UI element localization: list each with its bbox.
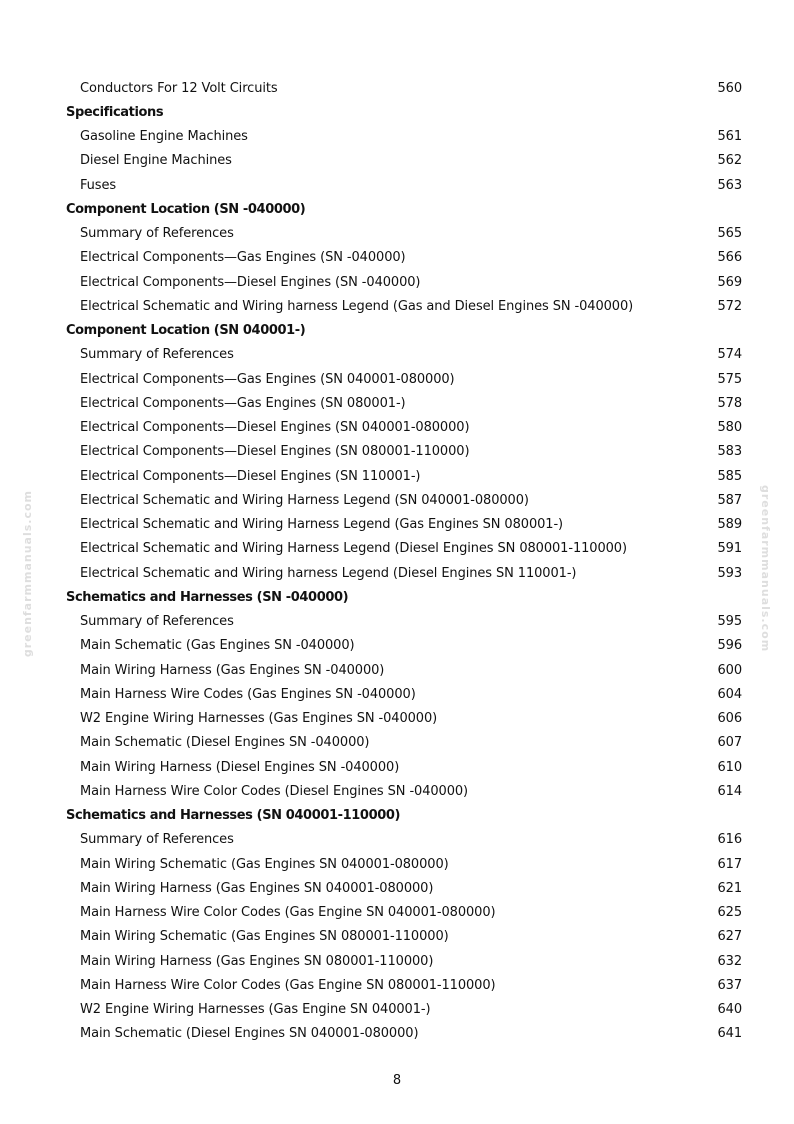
toc-page-number: 593: [717, 565, 742, 581]
toc-page-number: 572: [717, 298, 742, 314]
toc-heading-title: Component Location (SN -040000): [66, 201, 306, 217]
toc-section-heading: [66, 100, 742, 124]
toc-page-number: 627: [717, 929, 742, 945]
toc-entry[interactable]: [66, 658, 742, 682]
toc-entry-title: Electrical Schematic and Wiring harness Legend (Diesel Engines SN 110001-): [80, 565, 577, 581]
toc-page-number: 562: [717, 153, 742, 169]
toc-page-number: 566: [717, 250, 742, 266]
toc-entry[interactable]: [66, 610, 742, 634]
toc-page-number: 604: [717, 686, 742, 702]
toc-entry-title: Electrical Components—Gas Engines (SN 080001-): [80, 395, 406, 411]
toc-entry[interactable]: [66, 998, 742, 1022]
toc-entry[interactable]: [66, 949, 742, 973]
toc-entry[interactable]: [66, 925, 742, 949]
toc-entry[interactable]: [66, 149, 742, 173]
toc-section-heading: [66, 319, 742, 343]
toc-entry-title: Electrical Schematic and Wiring harness Legend (Gas and Diesel Engines SN -040000): [80, 298, 634, 314]
toc-page-number: 569: [717, 274, 742, 290]
toc-entry-title: W2 Engine Wiring Harnesses (Gas Engine SN 040001-): [80, 1002, 431, 1018]
toc-entry-title: Summary of References: [80, 347, 234, 363]
toc-entry-title: Summary of References: [80, 832, 234, 848]
toc-entry[interactable]: [66, 367, 742, 391]
toc-entry-title: Main Wiring Schematic (Gas Engines SN 040001-080000): [80, 856, 449, 872]
toc-entry-title: Summary of References: [80, 226, 234, 242]
toc-entry[interactable]: [66, 222, 742, 246]
toc-entry-title: Main Harness Wire Color Codes (Gas Engine SN 080001-110000): [80, 977, 496, 993]
toc-page-number: 578: [717, 395, 742, 411]
toc-page-number: 575: [717, 371, 742, 387]
toc-heading-title: Component Location (SN 040001-): [66, 323, 306, 339]
toc-entry-title: Summary of References: [80, 614, 234, 630]
toc-entry-title: W2 Engine Wiring Harnesses (Gas Engines SN -040000): [80, 711, 438, 727]
toc-entry[interactable]: [66, 416, 742, 440]
toc-entry-title: Electrical Components—Gas Engines (SN 040001-080000): [80, 371, 455, 387]
toc-page-number: 632: [717, 953, 742, 969]
toc-entry[interactable]: [66, 561, 742, 585]
toc-entry[interactable]: [66, 876, 742, 900]
toc-page-number: 641: [717, 1026, 742, 1042]
toc-entry[interactable]: [66, 513, 742, 537]
toc-entry[interactable]: [66, 246, 742, 270]
toc-entry-title: Main Wiring Harness (Gas Engines SN -040000): [80, 662, 385, 678]
page-number: 8: [392, 1073, 402, 1088]
toc-entry-title: Main Harness Wire Codes (Gas Engines SN -040000): [80, 686, 416, 702]
toc-heading-title: Specifications: [66, 104, 164, 120]
toc-page-number: 640: [717, 1002, 742, 1018]
table-of-contents: [66, 76, 742, 1046]
toc-entry-title: Diesel Engine Machines: [80, 153, 232, 169]
toc-entry[interactable]: [66, 901, 742, 925]
toc-entry-title: Main Wiring Schematic (Gas Engines SN 080001-110000): [80, 929, 449, 945]
toc-page-number: 591: [717, 541, 742, 557]
toc-page-number: 600: [717, 662, 742, 678]
toc-entry[interactable]: [66, 852, 742, 876]
toc-entry-title: Electrical Schematic and Wiring Harness Legend (SN 040001-080000): [80, 492, 529, 508]
toc-section-heading: [66, 585, 742, 609]
toc-entry-title: Main Harness Wire Color Codes (Gas Engine SN 040001-080000): [80, 905, 496, 921]
toc-entry[interactable]: [66, 755, 742, 779]
toc-page-number: 585: [717, 468, 742, 484]
toc-entry[interactable]: [66, 1022, 742, 1046]
toc-entry-title: Main Harness Wire Color Codes (Diesel Engines SN -040000): [80, 783, 469, 799]
toc-entry[interactable]: [66, 828, 742, 852]
toc-entry-title: Gasoline Engine Machines: [80, 129, 248, 145]
toc-entry[interactable]: [66, 76, 742, 100]
toc-entry[interactable]: [66, 731, 742, 755]
toc-page-number: 610: [717, 759, 742, 775]
toc-entry-title: Main Wiring Harness (Diesel Engines SN -040000): [80, 759, 400, 775]
toc-page-number: 607: [717, 735, 742, 751]
toc-page-number: 587: [717, 492, 742, 508]
toc-entry-title: Main Wiring Harness (Gas Engines SN 080001-110000): [80, 953, 434, 969]
toc-entry-title: Main Schematic (Diesel Engines SN -040000): [80, 735, 370, 751]
toc-entry[interactable]: [66, 464, 742, 488]
toc-entry-title: Fuses: [80, 177, 117, 193]
toc-entry[interactable]: [66, 973, 742, 997]
toc-entry-title: Electrical Components—Diesel Engines (SN 080001-110000): [80, 444, 470, 460]
toc-entry[interactable]: [66, 440, 742, 464]
toc-entry[interactable]: [66, 173, 742, 197]
toc-entry-title: Electrical Schematic and Wiring Harness Legend (Diesel Engines SN 080001-110000): [80, 541, 627, 557]
toc-entry[interactable]: [66, 125, 742, 149]
toc-entry[interactable]: [66, 391, 742, 415]
toc-page-number: 580: [717, 420, 742, 436]
toc-entry-title: Main Wiring Harness (Gas Engines SN 040001-080000): [80, 880, 434, 896]
toc-entry[interactable]: [66, 294, 742, 318]
toc-page-number: 596: [717, 638, 742, 654]
toc-page-number: 560: [717, 80, 742, 96]
toc-entry[interactable]: [66, 707, 742, 731]
toc-entry-title: Electrical Components—Diesel Engines (SN -040000): [80, 274, 421, 290]
toc-entry[interactable]: [66, 779, 742, 803]
toc-entry[interactable]: [66, 270, 742, 294]
toc-entry[interactable]: [66, 682, 742, 706]
toc-entry-title: Electrical Components—Diesel Engines (SN 040001-080000): [80, 420, 470, 436]
watermark-right: greenfarmmanuals.com: [759, 485, 772, 653]
toc-entry[interactable]: [66, 634, 742, 658]
toc-page-number: 589: [717, 517, 742, 533]
toc-entry-title: Electrical Schematic and Wiring Harness Legend (Gas Engines SN 080001-): [80, 517, 564, 533]
toc-page-number: 621: [717, 880, 742, 896]
toc-page-number: 614: [717, 783, 742, 799]
watermark-left: greenfarmmanuals.com: [21, 490, 34, 658]
toc-page-number: 561: [717, 129, 742, 145]
toc-entry[interactable]: [66, 343, 742, 367]
toc-entry-title: Electrical Components—Gas Engines (SN -040000): [80, 250, 406, 266]
toc-page-number: 583: [717, 444, 742, 460]
toc-section-heading: [66, 804, 742, 828]
toc-page-number: 595: [717, 614, 742, 630]
toc-entry-title: Main Schematic (Diesel Engines SN 040001-080000): [80, 1026, 419, 1042]
toc-page-number: 565: [717, 226, 742, 242]
toc-entry-title: Conductors For 12 Volt Circuits: [80, 80, 278, 96]
toc-page-number: 563: [717, 177, 742, 193]
toc-page-number: 574: [717, 347, 742, 363]
toc-page-number: 616: [717, 832, 742, 848]
toc-heading-title: Schematics and Harnesses (SN -040000): [66, 589, 349, 605]
toc-entry[interactable]: [66, 488, 742, 512]
toc-section-heading: [66, 197, 742, 221]
toc-entry[interactable]: [66, 537, 742, 561]
toc-page-number: 637: [717, 977, 742, 993]
toc-entry-title: Electrical Components—Diesel Engines (SN 110001-): [80, 468, 421, 484]
toc-page-number: 625: [717, 905, 742, 921]
toc-entry-title: Main Schematic (Gas Engines SN -040000): [80, 638, 355, 654]
toc-page-number: 606: [717, 711, 742, 727]
toc-heading-title: Schematics and Harnesses (SN 040001-110000): [66, 808, 401, 824]
toc-page-number: 617: [717, 856, 742, 872]
